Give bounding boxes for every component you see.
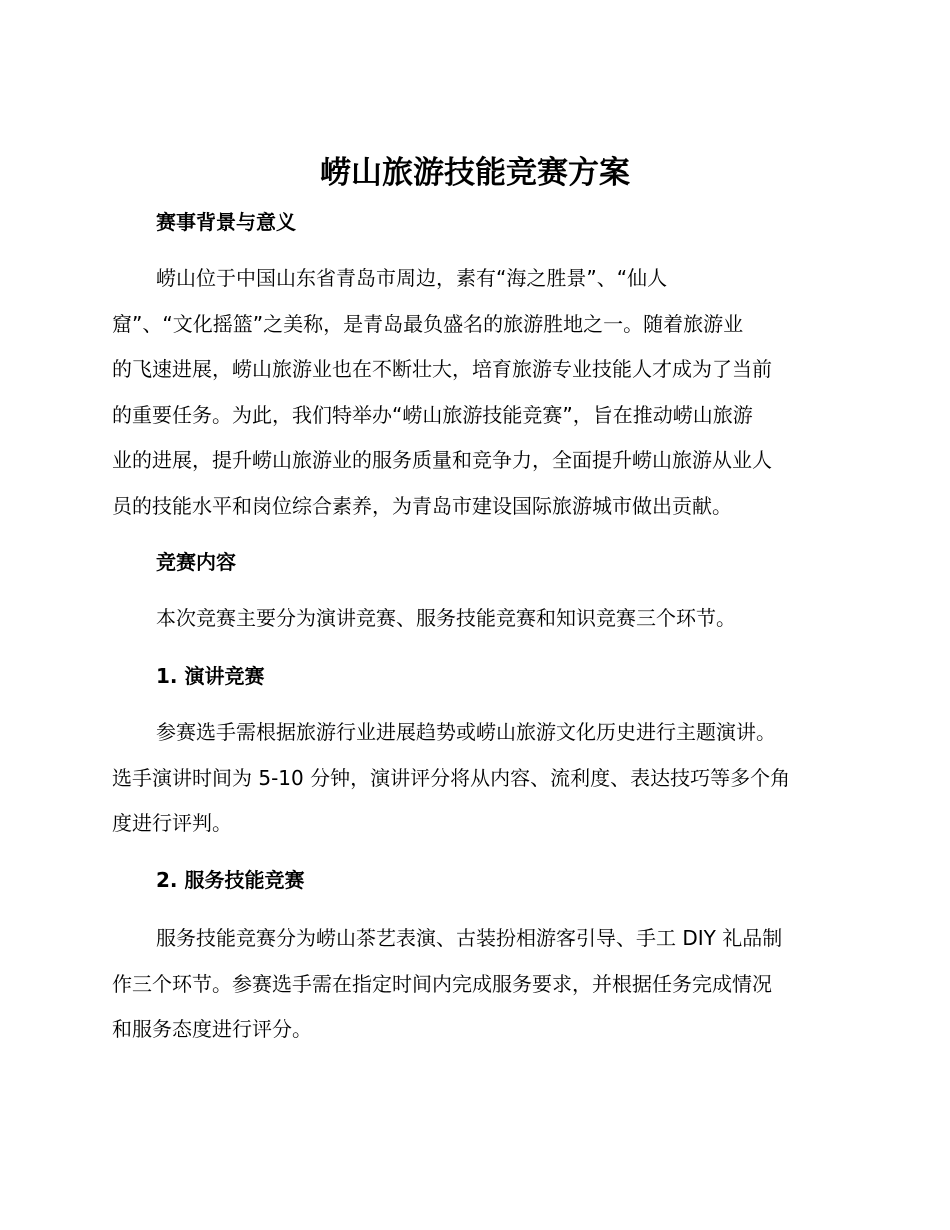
- section-paragraph-content: [112, 596, 842, 642]
- paragraph-line: 服务技能竞赛分为崂山茶艺表演、古装扮相游客引导、手工 DIY 礼品制: [156, 926, 783, 950]
- section-paragraph-background: [112, 256, 842, 529]
- section-heading-background: 赛事背景与意义: [156, 210, 296, 234]
- paragraph-line: 本次竞赛主要分为演讲竞赛、服务技能竞赛和知识竞赛三个环节。: [156, 606, 736, 630]
- paragraph-line: 的飞速进展，崂山旅游业也在不断壮大，培育旅游专业技能人才成为了当前: [112, 357, 772, 381]
- paragraph-line: 参赛选手需根据旅游行业进展趋势或崂山旅游文化历史进行主题演讲。: [156, 720, 776, 744]
- page-title: 崂山旅游技能竞赛方案: [320, 155, 630, 191]
- paragraph-line: 业的进展，提升崂山旅游业的服务质量和竞争力，全面提升崂山旅游从业人: [112, 448, 772, 472]
- paragraph-line: 窟”、“文化摇篮”之美称，是青岛最负盛名的旅游胜地之一。随着旅游业: [112, 311, 744, 336]
- paragraph-line: 选手演讲时间为 5-10 分钟，演讲评分将从内容、流利度、表达技巧等多个角: [112, 765, 791, 790]
- section-paragraph-speech: [112, 710, 842, 847]
- paragraph-line: 崂山位于中国山东省青岛市周边，素有“海之胜景”、“仙人: [156, 266, 668, 290]
- paragraph-line: 作三个环节。参赛选手需在指定时间内完成服务要求，并根据任务完成情况: [112, 971, 772, 996]
- section-heading-service: 2. 服务技能竞赛: [156, 868, 305, 892]
- paragraph-line: 度进行评判。: [112, 811, 232, 835]
- section-heading-content: 竞赛内容: [156, 550, 236, 574]
- paragraph-line: 的重要任务。为此，我们特举办“崂山旅游技能竞赛”，旨在推动崂山旅游: [112, 402, 753, 427]
- section-heading-speech: 1. 演讲竞赛: [156, 664, 265, 688]
- section-paragraph-service: [112, 916, 842, 1053]
- paragraph-line: 员的技能水平和岗位综合素养，为青岛市建设国际旅游城市做出贡献。: [112, 493, 732, 518]
- paragraph-line: 和服务态度进行评分。: [112, 1017, 312, 1041]
